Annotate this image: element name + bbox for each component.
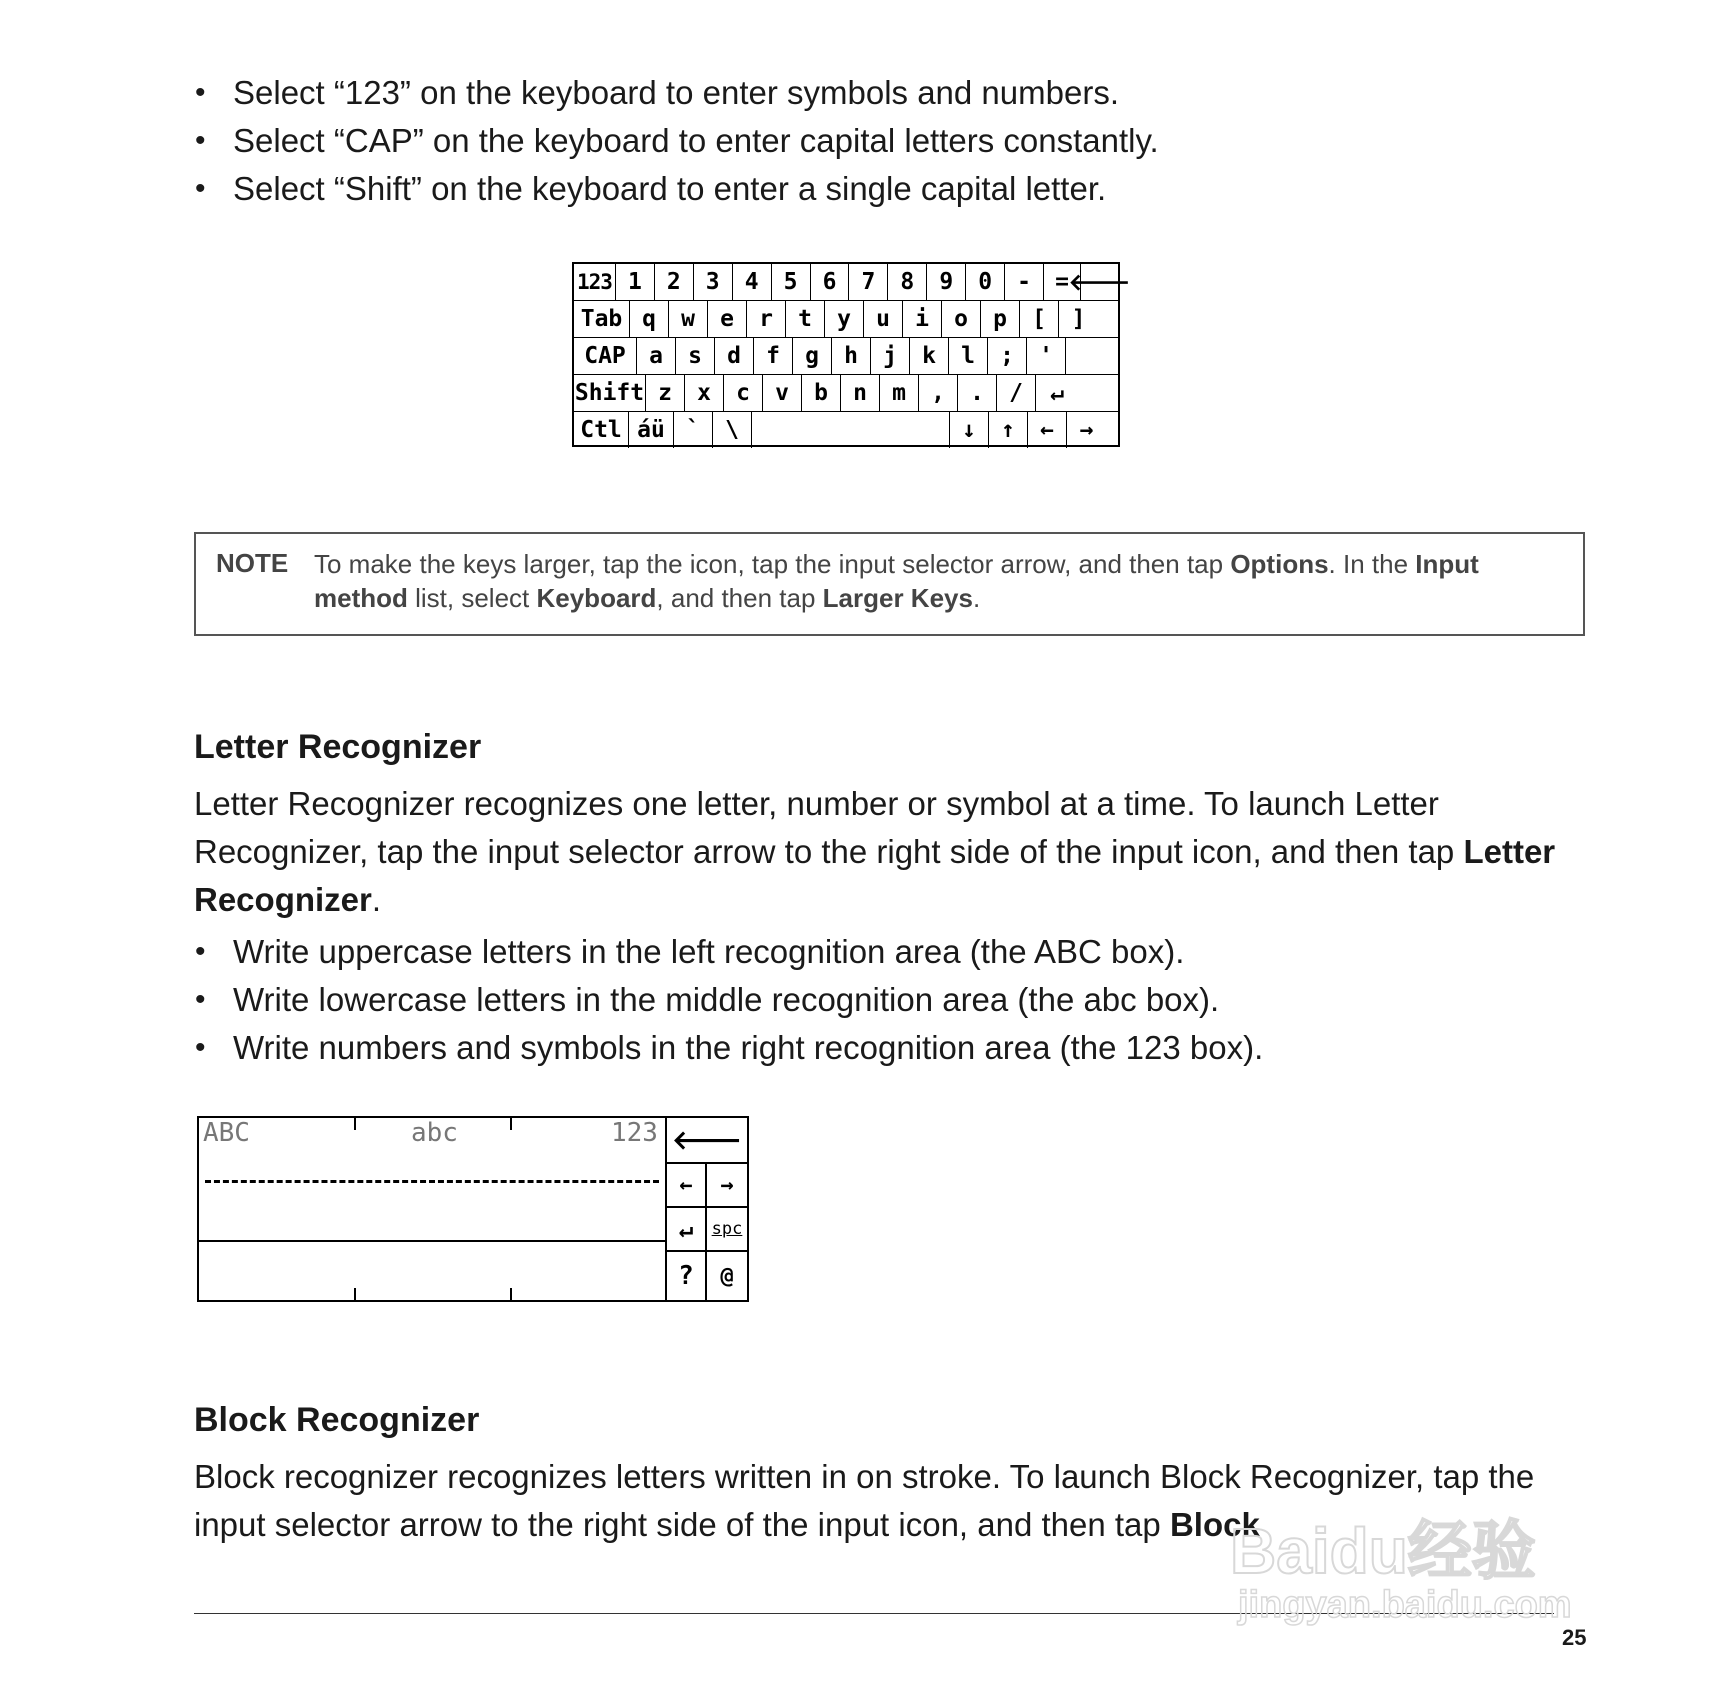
uppercase-area-label: ABC <box>203 1118 250 1148</box>
bullet-item: • Select “Shift” on the keyboard to enter a single capital letter. <box>195 165 1595 213</box>
key-8: 8 <box>888 264 927 300</box>
space-key: spc <box>707 1208 747 1252</box>
key-x: x <box>685 375 724 411</box>
key-f: f <box>754 338 793 374</box>
page-number: 25 <box>1562 1625 1587 1650</box>
paragraph-bold: Letter Recognizer <box>194 833 1556 918</box>
key-a: a <box>637 338 676 374</box>
key-k: k <box>910 338 949 374</box>
letter-recognizer-pad <box>197 1116 749 1302</box>
enter-icon: ↵ <box>667 1208 707 1252</box>
paragraph-text: . <box>371 881 382 918</box>
key-comma: , <box>919 375 958 411</box>
enter-icon: ↵ <box>1050 380 1064 406</box>
key-w: w <box>669 301 708 337</box>
key-7: 7 <box>849 264 888 300</box>
bullet-item: • Write numbers and symbols in the right recognition area (the 123 box). <box>195 1024 1595 1072</box>
note-text-part: , and then tap <box>656 583 823 613</box>
keyboard-row-4 <box>574 375 1118 412</box>
number-area-label: 123 <box>611 1118 658 1148</box>
note-bold-keyboard: Keyboard <box>536 583 657 613</box>
right-arrow-icon: → <box>707 1164 747 1208</box>
key-c: c <box>724 375 763 411</box>
key-accents: áü <box>629 412 674 448</box>
writing-line <box>199 1240 665 1242</box>
down-arrow-icon: ↓ <box>950 412 989 448</box>
key-3: 3 <box>694 264 733 300</box>
key-6: 6 <box>811 264 850 300</box>
key-backtick: ` <box>674 412 713 448</box>
key-n: n <box>841 375 880 411</box>
recognition-area <box>197 1116 667 1302</box>
note-text <box>314 547 1564 615</box>
symbols-icon: @ <box>720 1263 734 1289</box>
note-text-part: . In the <box>1328 549 1416 579</box>
watermark-url: jingyan.baidu.com <box>1238 1584 1572 1626</box>
note-bold-larger-keys: Larger Keys <box>822 583 973 613</box>
paragraph-bold: Block <box>1169 1506 1260 1543</box>
key-o: o <box>942 301 981 337</box>
bullet-item: • Write lowercase letters in the middle recognition area (the abc box). <box>195 976 1595 1024</box>
key-shift: Shift <box>574 375 646 411</box>
key-2: 2 <box>655 264 694 300</box>
area-divider-tick <box>510 1288 512 1300</box>
key-tab: Tab <box>574 301 630 337</box>
key-5: 5 <box>772 264 811 300</box>
key-0: 0 <box>966 264 1005 300</box>
key-e: e <box>708 301 747 337</box>
key-cap: CAP <box>574 338 637 374</box>
key-4: 4 <box>733 264 772 300</box>
key-h: h <box>832 338 871 374</box>
key-quote: ' <box>1027 338 1066 374</box>
key-u: u <box>864 301 903 337</box>
note-text-part: list, select <box>407 583 537 613</box>
help-icon: ? <box>667 1252 707 1300</box>
right-arrow-icon: → <box>1079 417 1094 443</box>
key-123: 123 <box>574 264 616 300</box>
letter-recognizer-bullet-list <box>195 928 1595 1072</box>
key-ctl: Ctl <box>574 412 629 448</box>
key-p: p <box>981 301 1020 337</box>
key-9: 9 <box>927 264 966 300</box>
key-right-bracket: ] <box>1071 306 1086 332</box>
baseline-guide <box>205 1180 659 1183</box>
key-z: z <box>646 375 685 411</box>
note-label: NOTE <box>216 548 289 578</box>
key-v: v <box>763 375 802 411</box>
note-text-part: . <box>972 583 981 613</box>
note-bold-options: Options <box>1230 549 1329 579</box>
lowercase-area-label: abc <box>411 1118 458 1148</box>
up-arrow-icon: ↑ <box>989 412 1028 448</box>
key-i: i <box>903 301 942 337</box>
backspace-icon: 🡐 <box>1068 270 1131 296</box>
key-1: 1 <box>616 264 655 300</box>
bullet-item: • Write uppercase letters in the left recognition area (the ABC box). <box>195 928 1595 976</box>
key-t: t <box>786 301 825 337</box>
key-backslash: \ <box>713 412 752 448</box>
bullet-item: • Select “123” on the keyboard to enter symbols and numbers. <box>195 69 1595 117</box>
keyboard-row-5 <box>574 412 1118 448</box>
keyboard-row-3 <box>574 338 1118 375</box>
letter-recognizer-heading: Letter Recognizer <box>194 728 482 766</box>
key-minus: - <box>1005 264 1044 300</box>
note-bold-input-method: Input method <box>314 549 1479 613</box>
key-equals: = <box>1044 264 1081 300</box>
note-text-part: To make the keys larger, tap the icon, tap the input selector arrow, and then tap <box>314 549 1231 579</box>
key-j: j <box>871 338 910 374</box>
letter-recognizer-paragraph <box>194 780 1604 924</box>
pad-keys <box>665 1116 749 1302</box>
watermark-logo: Baidu经验 <box>1230 1515 1536 1587</box>
paragraph-text: Block recognizer recognizes letters written in on stroke. To launch Block Recognizer, tap the input selector arrow to the right side of the input icon, and then tap <box>194 1458 1535 1543</box>
intro-bullet-list <box>195 69 1595 213</box>
left-arrow-icon: ← <box>1028 412 1067 448</box>
key-space <box>752 412 950 448</box>
paragraph-text: Letter Recognizer recognizes one letter, number or symbol at a time. To launch Letter Recognizer, tap the input selector arrow to the right side of the input icon, and then tap <box>194 785 1464 870</box>
key-period: . <box>958 375 997 411</box>
key-y: y <box>825 301 864 337</box>
baidu-watermark <box>1230 1500 1630 1640</box>
key-semicolon: ; <box>988 338 1027 374</box>
key-q: q <box>630 301 669 337</box>
key-d: d <box>715 338 754 374</box>
area-divider-tick <box>354 1288 356 1300</box>
key-left-bracket: [ <box>1020 301 1059 337</box>
key-m: m <box>880 375 919 411</box>
key-s: s <box>676 338 715 374</box>
note-box <box>194 532 1585 636</box>
block-recognizer-heading: Block Recognizer <box>194 1401 480 1439</box>
keyboard-row-2 <box>574 301 1118 338</box>
backspace-icon: 🡐 <box>667 1118 747 1164</box>
key-g: g <box>793 338 832 374</box>
keyboard-diagram <box>572 262 1131 447</box>
left-arrow-icon: ← <box>667 1164 707 1208</box>
area-divider-tick <box>510 1118 512 1130</box>
keyboard-row-1 <box>574 264 1131 301</box>
area-divider-tick <box>354 1118 356 1130</box>
key-l: l <box>949 338 988 374</box>
key-b: b <box>802 375 841 411</box>
key-slash: / <box>997 375 1036 411</box>
key-r: r <box>747 301 786 337</box>
bullet-item: • Select “CAP” on the keyboard to enter capital letters constantly. <box>195 117 1595 165</box>
